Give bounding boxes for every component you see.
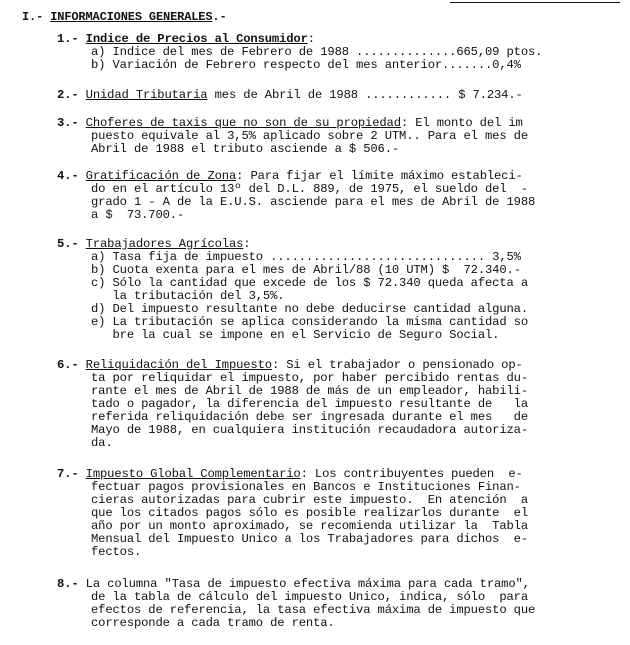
item-line: de la tabla de cálculo del impuesto Unico, indica, sólo para bbox=[91, 590, 528, 604]
item-line: que los citados pagos sólo es posible realizarlos durante el bbox=[91, 506, 528, 520]
item-line: bre la cual se impone en el Servicio de Seguro Social. bbox=[91, 328, 500, 342]
item-line: Mensual del Impuesto Unico a los Trabajadores para dichos e- bbox=[91, 532, 528, 546]
item-line: a $ 73.700.- bbox=[91, 208, 185, 222]
item-line: d) Del impuesto resultante no debe deducirse cantidad alguna. bbox=[91, 302, 528, 316]
section-roman-numeral: I.- bbox=[22, 10, 44, 24]
item-number: 7.- bbox=[57, 467, 79, 481]
item-line: a) Indice del mes de Febrero de 1988 ..............665,09 ptos. bbox=[91, 45, 543, 59]
item-line: e) La tributación se aplica considerando la misma cantidad so bbox=[91, 315, 528, 329]
item-line: referida reliquidación debe ser ingresada durante el mes de bbox=[91, 410, 528, 424]
item-title-suffix: : Si el trabajador o pensionado op- bbox=[271, 358, 523, 372]
item-line: efectos de referencia, la tasa efectiva máxima de impuesto que bbox=[91, 603, 536, 617]
item-title: Trabajadores Agrícolas bbox=[85, 237, 244, 251]
item-title-suffix: : El monto del im bbox=[400, 116, 523, 130]
item-line: corresponde a cada tramo de renta. bbox=[91, 616, 335, 630]
item-number: 5.- bbox=[57, 237, 79, 251]
item-title: Gratificación de Zona bbox=[85, 169, 237, 183]
item-line: cieras autorizadas para cubrir este impuesto. En atención a bbox=[91, 493, 528, 507]
item-title-suffix: mes de Abril de 1988 ............ $ 7.234.- bbox=[207, 88, 523, 102]
item-line: año por un monto aproximado, se recomienda utilizar la Tabla bbox=[91, 519, 528, 533]
item-line: Abril de 1988 el tributo asciende a $ 506.- bbox=[91, 142, 400, 156]
item-title-suffix: : bbox=[243, 237, 251, 251]
item-title: Impuesto Global Complementario bbox=[85, 467, 301, 481]
item-line: a) Tasa fija de impuesto .............................. 3,5% bbox=[91, 250, 521, 264]
item-title-suffix: La columna "Tasa de impuesto efectiva máxima para cada tramo", bbox=[85, 577, 530, 591]
item-number: 8.- bbox=[57, 577, 79, 591]
item-number: 3.- bbox=[57, 116, 79, 130]
item-line: ta por reliquidar el impuesto, por haber percibido rentas du- bbox=[91, 371, 528, 385]
item-line: b) Variación de Febrero respecto del mes anterior.......0,4% bbox=[91, 58, 521, 72]
item-title: Reliquidación del Impuesto bbox=[85, 358, 272, 372]
item-line: puesto equivale al 3,5% aplicado sobre 2 UTM.. Para el mes de bbox=[91, 129, 528, 143]
item-line: tado o pagador, la diferencia del impuesto resultante de la bbox=[91, 397, 528, 411]
item-title: Choferes de taxis que no son de su propiedad bbox=[85, 116, 401, 130]
item-2-heading bbox=[57, 89, 523, 102]
item-line: do en el artículo 13º del D.L. 889, de 1975, el sueldo del - bbox=[91, 182, 528, 196]
item-number: 6.- bbox=[57, 358, 79, 372]
item-number: 1.- bbox=[57, 32, 79, 46]
item-title-suffix: : bbox=[307, 32, 315, 46]
item-line: Mayo de 1988, en cualquiera institución recaudadora autoriza- bbox=[91, 423, 528, 437]
item-line: fectos. bbox=[91, 545, 142, 559]
item-title-suffix: : Los contribuyentes pueden e- bbox=[300, 467, 523, 481]
item-line: grado 1 - A de la E.U.S. asciende para el mes de Abril de 1988 bbox=[91, 195, 536, 209]
section-title-suffix: .- bbox=[212, 10, 227, 24]
item-number: 2.- bbox=[57, 88, 79, 102]
item-line: b) Cuota exenta para el mes de Abril/88 (10 UTM) $ 72.340.- bbox=[91, 263, 521, 277]
top-rule-line bbox=[450, 2, 620, 3]
section-title: INFORMACIONES GENERALES bbox=[50, 10, 213, 24]
item-title: Unidad Tributaria bbox=[85, 88, 208, 102]
item-title: Indice de Precios al Consumidor bbox=[85, 32, 308, 46]
item-line: rante el mes de Abril de 1988 de más de un empleador, habili- bbox=[91, 384, 528, 398]
item-line: fectuar pagos provisionales en Bancos e Instituciones Finan- bbox=[91, 480, 521, 494]
item-line: la tributación del 3,5%. bbox=[91, 289, 285, 303]
item-title-suffix: : Para fijar el límite máximo estableci- bbox=[236, 169, 523, 183]
item-line: c) Sólo la cantidad que excede de los $ 72.340 queda afecta a bbox=[91, 276, 528, 290]
item-number: 4.- bbox=[57, 169, 79, 183]
section-heading bbox=[22, 11, 227, 24]
item-line: da. bbox=[91, 436, 113, 450]
